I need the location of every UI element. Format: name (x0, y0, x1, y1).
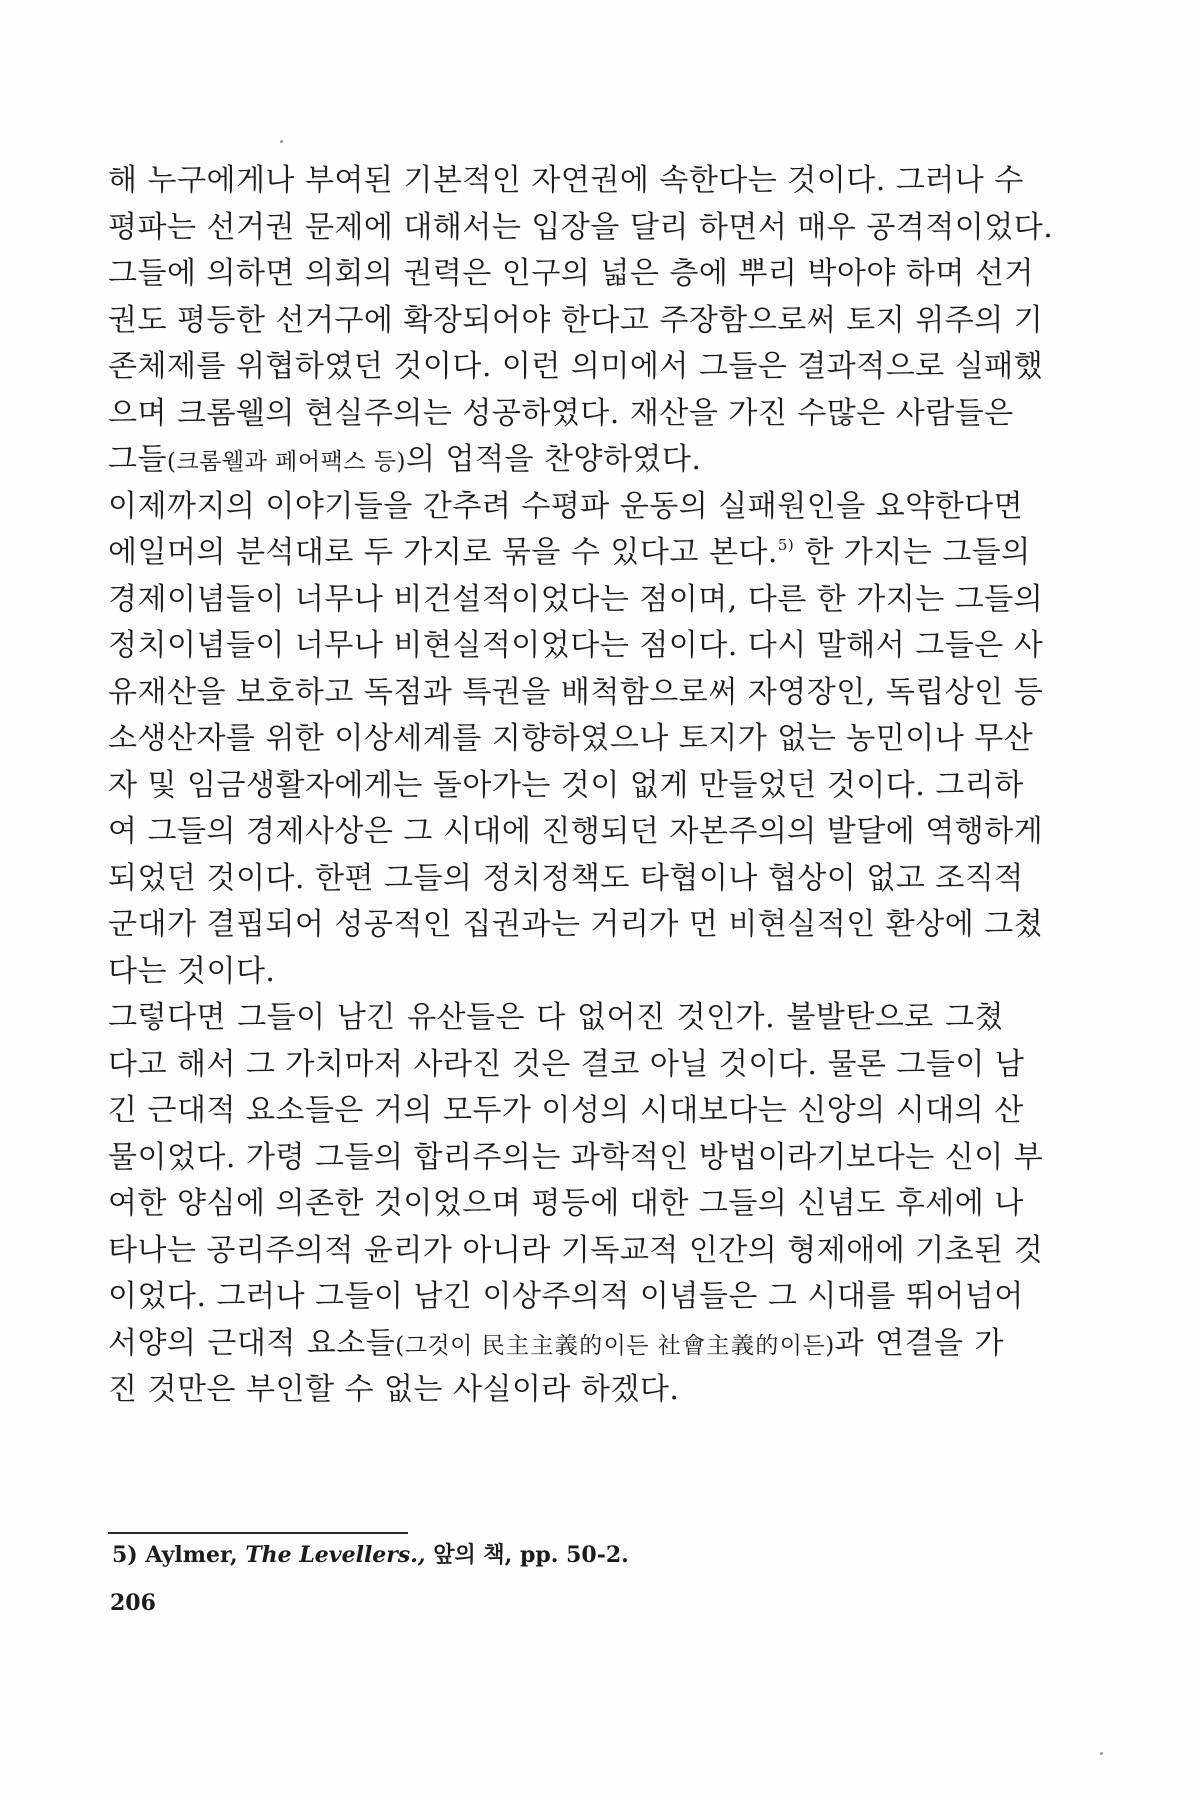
text-line (108, 1321, 1004, 1368)
paragraph-start-line: 그렇다면 그들이 남긴 유산들은 다 없어진 것인가. 불발탄으로 그쳤 (108, 1000, 1004, 1035)
text-segment: 과 연결을 가 (834, 1325, 1004, 1361)
text-segment: 서양의 근대적 요소들 (108, 1325, 396, 1361)
text-line: 여한 양심에 의존한 것이었으며 평등에 대한 그들의 신념도 후세에 나 (108, 1186, 1024, 1221)
footnote-reference-text: 앞의 책, pp. 50-2. (433, 1542, 629, 1568)
text-line: 으며 크롬웰의 현실주의는 성공하였다. 재산을 가진 수많은 사람들은 (108, 395, 1014, 431)
paper-speck (280, 140, 283, 143)
footnote-number: 5) (112, 1542, 138, 1568)
footnote-divider (108, 1532, 408, 1534)
footnote-author: Aylmer, (145, 1542, 238, 1568)
footnote (112, 1540, 629, 1570)
text-segment: 한 가지는 그들의 (794, 535, 1031, 570)
text-line: 타나는 공리주의적 윤리가 아니라 기독교적 인간의 형제애에 기초된 것 (108, 1232, 1044, 1268)
parenthetical-note: (크롬웰과 페어팩스 등) (166, 449, 406, 475)
text-line: 자 및 임금생활자에게는 돌아가는 것이 없게 만들었던 것이다. 그리하 (108, 767, 1024, 803)
text-line: 경제이념들이 너무나 비건설적이었다는 점이며, 다른 한 가지는 그들의 (108, 581, 1044, 617)
text-line: 소생산자를 위한 이상세계를 지향하였으나 토지가 없는 농민이나 무산 (108, 721, 1034, 756)
text-segment: 에일머의 분석대로 두 가지로 묶을 수 있다고 본다. (108, 535, 778, 570)
text-line: 진 것만은 부인할 수 없는 사실이라 하겠다. (108, 1372, 680, 1407)
text-line: 정치이념들이 너무나 비현실적이었다는 점이다. 다시 말해서 그들은 사 (108, 628, 1044, 663)
text-line (108, 530, 1031, 577)
text-line: 군대가 결핍되어 성공적인 집권과는 거리가 먼 비현실적인 환상에 그쳤 (108, 907, 1044, 942)
paper-speck (1100, 1752, 1103, 1755)
text-line: 존체제를 위협하였던 것이다. 이런 의미에서 그들은 결과적으로 실패했 (108, 349, 1044, 384)
text-segment: 그들 (108, 442, 167, 477)
text-line: 그들에 의하면 의회의 권력은 인구의 넓은 층에 뿌리 박아야 하며 선거 (108, 256, 1034, 291)
text-line: 물이었다. 가령 그들의 합리주의는 과학적인 방법이라기보다는 신이 부 (108, 1139, 1044, 1175)
page-number: 206 (110, 1590, 156, 1616)
parenthetical-note: (그것이 民主主義的이든 社會主義的이든) (395, 1332, 835, 1359)
text-line: 평파는 선거권 문제에 대해서는 입장을 달리 하면서 매우 공격적이었다. (108, 209, 1054, 245)
body-text (108, 158, 1054, 1414)
text-line: 이었다. 그러나 그들이 남긴 이상주의적 이념들은 그 시대를 뛰어넘어 (108, 1279, 1024, 1314)
text-line: 여 그들의 경제사상은 그 시대에 진행되던 자본주의의 발달에 역행하게 (108, 814, 1044, 849)
text-segment: 의 업적을 찬양하였다. (406, 442, 702, 477)
footnote-reference: 5) (777, 536, 795, 554)
text-line: 권도 평등한 선거구에 확장되어야 한다고 주장함으로써 토지 위주의 기 (108, 302, 1044, 338)
text-line: 해 누구에게나 부여된 기본적인 자연권에 속한다는 것이다. 그러나 수 (108, 163, 1024, 198)
footnote-book-title: The Levellers., (245, 1542, 426, 1568)
text-line: 되었던 것이다. 한편 그들의 정치정책도 타협이나 협상이 없고 조직적 (108, 860, 1024, 896)
text-line: 다고 해서 그 가치마저 사라진 것은 결코 아닐 것이다. 물론 그들이 남 (108, 1046, 1025, 1082)
text-line: 긴 근대적 요소들은 거의 모두가 이성의 시대보다는 신앙의 시대의 산 (108, 1093, 1024, 1128)
text-line (108, 437, 1004, 484)
text-line: 다는 것이다. (108, 953, 276, 989)
paragraph-start-line: 이제까지의 이야기들을 간추려 수평파 운동의 실패원인을 요약한다면 (108, 488, 1024, 524)
text-line: 유재산을 보호하고 독점과 특권을 배척함으로써 자영장인, 독립상인 등 (108, 674, 1044, 710)
